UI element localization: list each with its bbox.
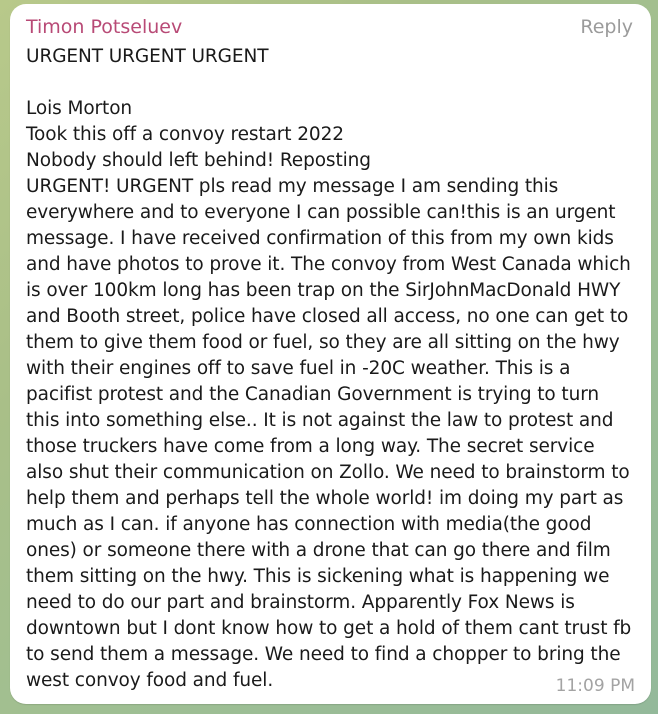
reply-button[interactable]: Reply — [580, 16, 633, 38]
message-header — [26, 14, 637, 44]
message-text: URGENT URGENT URGENT Lois Morton Took this off a convoy restart 2022 Nobody should left behind! Reposting URGENT! URGENT pls read my message I am sending this everywhere and to everyone I can possible can!this is an urgent message. I have received confirmation of this from my own kids and have photos to prove it. The convoy from West Canada which is over 100km long has been trap on the SirJohnMacDonald HWY and Booth street, police have closed all access, no one can get to them to give them food or fuel, so they are all sitting on the hwy with their engines off to save fuel in -20C weather. This is a pacifist protest and the Canadian Government is trying to turn this into something else.. It is not against the law to protest and those truckers have come from a long way. The secret service also shut their communication on Zollo. We need to brainstorm to help them and perhaps tell the whole world! im doing my part as much as I can. if anyone has connection with media(the good ones) or someone there with a drone that can go there and film them sitting on the hwy. This is sickening what is happening we need to do our part and brainstorm. Apparently Fox News is downtown but I dont know how to get a hold of them cant trust fb to send them a message. We need to find a chopper to bring the west convoy food and fuel. — [26, 46, 632, 691]
message-bubble[interactable] — [10, 4, 651, 704]
sender-name[interactable]: Timon Potseluev — [26, 16, 183, 38]
message-timestamp: 11:09 PM — [555, 676, 635, 696]
